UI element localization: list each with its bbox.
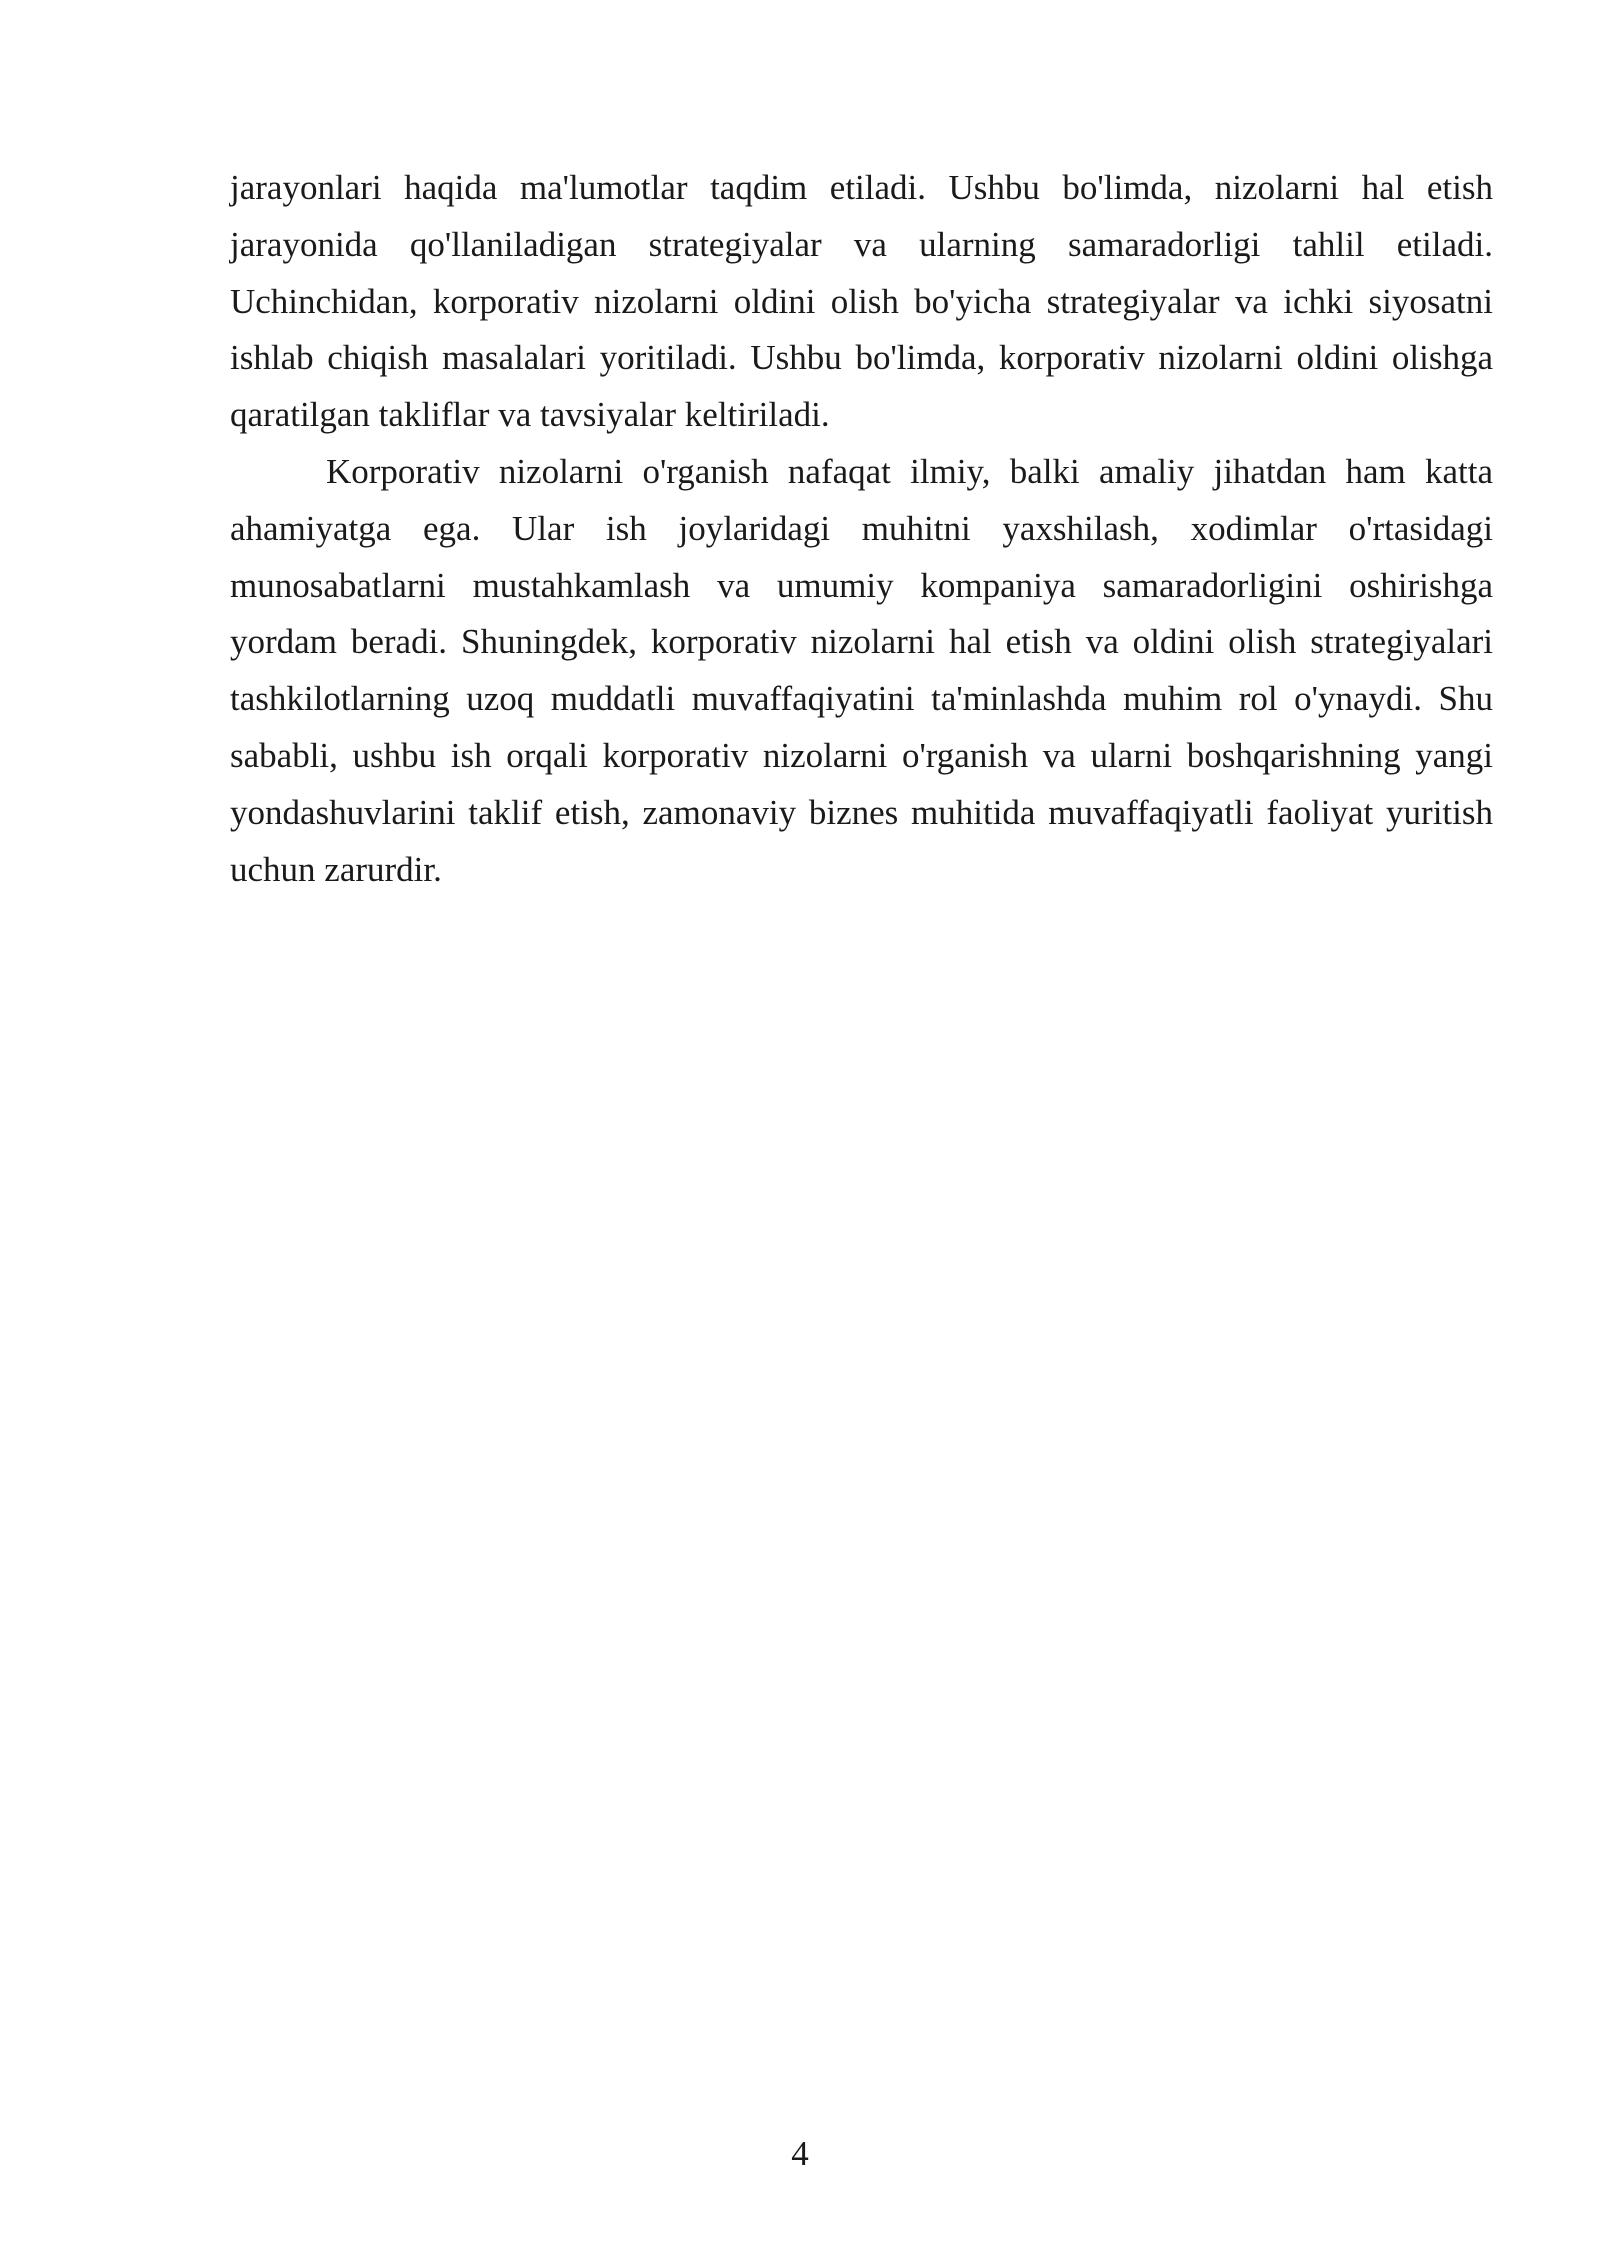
text-line: boshqarishning yangi yondashuvlarini taklif etish, zamonaviy biznes muhitida <box>230 735 1493 832</box>
text-line: siyosatni ishlab chiqish masalalari yoritiladi. Ushbu bo'limda, korporativ nizolarni <box>230 281 1493 378</box>
text-line: strategiyalari tashkilotlarning uzoq muddatli muvaffaqiyatini ta'minlashda muhim <box>230 622 1493 719</box>
page-number: 4 <box>791 2134 809 2173</box>
text-line: munosabatlarni mustahkamlash va umumiy kompaniya samaradorligini oshirishga <box>230 565 1493 605</box>
body-text <box>230 160 1493 898</box>
text-line: jarayonida qo'llaniladigan strategiyalar va ularning samaradorligi tahlil etiladi. <box>230 224 1493 264</box>
text-line: jarayonlari haqida ma'lumotlar taqdim etiladi. Ushbu bo'limda, nizolarni hal etish <box>230 168 1493 207</box>
text-line: yordam beradi. Shuningdek, korporativ nizolarni hal etish va oldini olish <box>230 622 1311 662</box>
text-line: muvaffaqiyatli faoliyat yuritish uchun zarurdir. <box>230 792 1493 889</box>
text-line: Korporativ nizolarni o'rganish nafaqat ilmiy, balki amaliy jihatdan ham katta <box>326 451 1493 491</box>
text-line: Uchinchidan, korporativ nizolarni oldini olish bo'yicha strategiyalar va ichki <box>230 281 1369 321</box>
text-line: ahamiyatga ega. Ular ish joylaridagi muhitni yaxshilash, xodimlar o'rtasidagi <box>230 508 1493 548</box>
text-line: rol o'ynaydi. Shu sababli, ushbu ish orqali korporativ nizolarni o'rganish va ularni <box>230 679 1493 775</box>
paragraph <box>230 160 1493 444</box>
paragraph <box>230 444 1493 898</box>
text-line: oldini olishga qaratilgan takliflar va tavsiyalar keltiriladi. <box>230 338 1493 435</box>
